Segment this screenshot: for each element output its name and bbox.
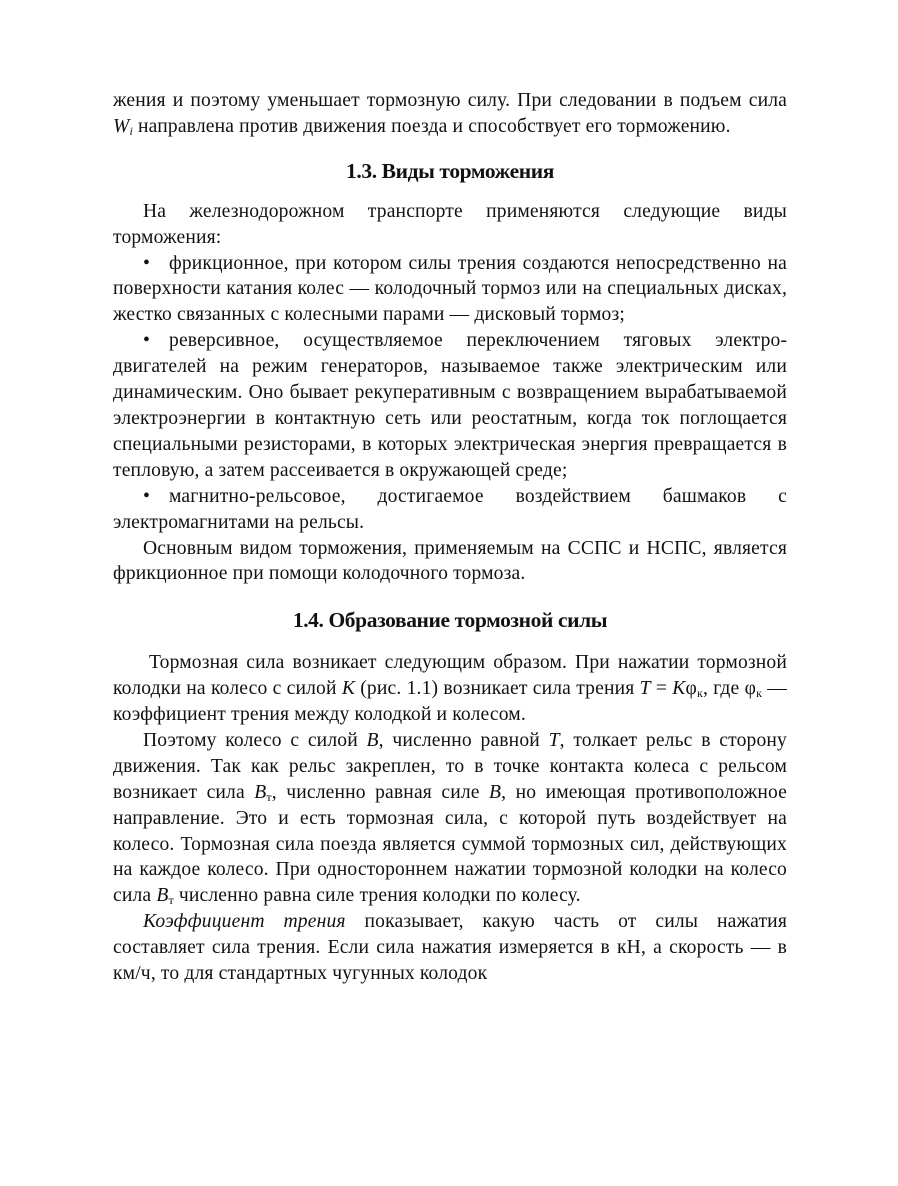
paragraph <box>113 650 787 728</box>
symbol: K <box>672 678 686 700</box>
symbol: φ <box>744 678 757 700</box>
symbol: K <box>341 678 356 700</box>
document-page <box>113 88 787 987</box>
paragraph <box>113 909 787 987</box>
subscript: т <box>266 789 272 804</box>
section-closing: Основным видом торможения, применяемым на ССПС и НСПС, является фрикционное при помощи колодочного тормоза. <box>113 537 787 585</box>
list-item <box>113 251 787 329</box>
symbol: B <box>156 885 169 907</box>
bullet-icon: • <box>143 252 151 274</box>
list-item <box>113 484 787 536</box>
text-run: направлена против движения поезда и способствует его торможению. <box>132 115 731 137</box>
term-emphasis: Коэффициент трения <box>143 911 346 933</box>
subscript: к <box>756 686 763 701</box>
section-intro: На железнодорожном транспорте применяются следующие виды торможения: <box>113 200 787 248</box>
force-symbol: W <box>113 115 130 137</box>
subscript: i <box>129 123 133 138</box>
symbol: B <box>489 781 502 803</box>
text-run: , толкает рельс в сторону движения. Так как рельс закреплен, то в точке контакта колеса с рельсом возникает сила <box>113 729 787 803</box>
list-item <box>113 328 787 483</box>
subscript: к <box>696 686 703 701</box>
text-run: , численно равная силе <box>271 781 490 803</box>
section-heading-1-4: 1.4. Образование тормозной силы <box>292 608 608 633</box>
text-run: (рис. 1.1) возникает сила трения <box>355 678 640 700</box>
text-run: Тормозная сила возникает следующим образом. При нажатии тормозной колодки на колесо с силой <box>113 652 787 700</box>
symbol: B <box>366 729 379 751</box>
top-paragraph <box>113 88 787 140</box>
text-run: = <box>650 678 673 700</box>
subscript: т <box>168 893 174 908</box>
symbol: φ <box>685 678 697 700</box>
symbol: B <box>254 781 267 803</box>
text-run: , но имеющая противоположное направление. Это и есть тормозная сила, с которой путь воздействует на колесо. Тормозная сила поезда является суммой тормозных сил, действующих на каждое колесо. При одностороннем нажатии тормозной колодки на колесо сила <box>113 781 787 907</box>
bullet-icon: • <box>143 330 151 352</box>
text-run: численно равна силе трения колодки по колесу. <box>173 885 581 907</box>
list-item-text: фрикционное, при котором силы трения создаются непосредственно на поверхности катания колес — колодочный тормоз или на специальных дисках, жестко связанных с колесными парами — дисковый тормоз; <box>113 252 787 326</box>
symbol: T <box>639 678 651 700</box>
section-heading-1-3: 1.3. Виды торможения <box>346 158 554 183</box>
text-run: Поэтому колесо с силой <box>143 729 367 751</box>
text-run: жения и поэтому уменьшает тормозную силу. При следовании в подъем сила <box>113 90 787 111</box>
list-item-text: реверсивное, осуществляемое переключением тяговых электродвигателей на режим генераторов, называемое также электрическим или динамическим. Оно бывает рекуперативным с возвращением вырабатываемой электроэнергии в контактную сеть или реостатным, когда ток поглощается специальными резисторами, в которых электрическая энергия превращается в тепловую, а затем рассеивается в окружающей среде; <box>113 330 787 481</box>
text-run: , где <box>702 678 745 700</box>
symbol: T <box>548 729 560 751</box>
list-item-text: магнитно-рельсовое, достигаемое воздействием башмаков с электромагнитами на рельсы. <box>113 485 787 533</box>
text-run: — коэффициент трения между колодкой и колесом. <box>113 678 787 726</box>
bullet-icon: • <box>143 485 151 507</box>
paragraph <box>113 728 787 909</box>
text-run: , численно равной <box>378 729 549 751</box>
text-run: показывает, какую часть от силы нажатия составляет сила трения. Если сила нажатия измеряется в кН, а скорость — в км/ч, то для стандартных чугунных колодок <box>113 911 787 985</box>
